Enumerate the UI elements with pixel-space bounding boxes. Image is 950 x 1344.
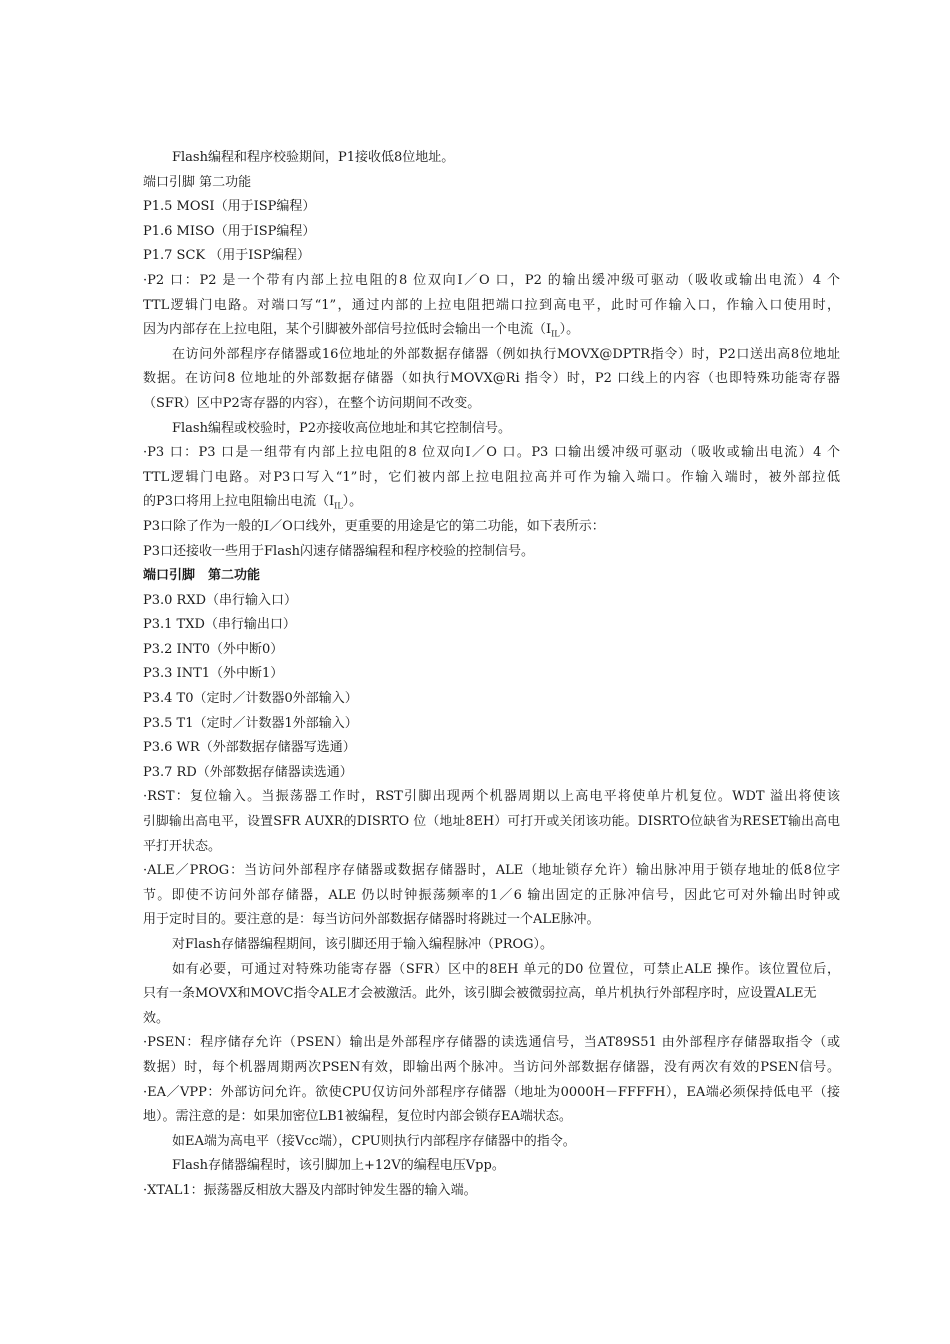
paragraph-line: 在访问外部程序存储器或16位地址的外部数据存储器（例如执行MOVX@DPTR指令）时，P2口送出高8位地址 xyxy=(172,346,840,362)
paragraph-text: 的P3口将用上拉电阻输出电流（I xyxy=(143,494,335,510)
paragraph-line: ·ALE／PROG：当访问外部程序存储器或数据存储器时，ALE（地址锁存允许）输出脉冲用于锁存地址的低8位字 xyxy=(143,863,840,879)
paragraph-line: ·XTAL1：振荡器反相放大器及内部时钟发生器的输入端。 xyxy=(143,1182,477,1198)
paragraph-line: 地）。需注意的是：如果加密位LB1被编程，复位时内部会锁存EA端状态。 xyxy=(143,1109,572,1125)
table-header: 端口引脚 第二功能 xyxy=(143,174,252,190)
pin-row: P3.3 INT1（外中断1） xyxy=(143,666,284,682)
paragraph-line: 效。 xyxy=(143,1010,170,1026)
pin-row: P3.5 T1（定时／计数器1外部输入） xyxy=(143,715,358,731)
paragraph-line: ·RST：复位输入。当振荡器工作时，RST引脚出现两个机器周期以上高电平将使单片机复位。WDT 溢出将使该 xyxy=(143,789,840,805)
paragraph-line: TTL逻辑门电路。对P3口写入“1”时，它们被内部上拉电阻拉高并可作为输入端口。作输入端时，被外部拉低 xyxy=(143,469,840,485)
paragraph-line: （SFR）区中P2寄存器的内容），在整个访问期间不改变。 xyxy=(143,395,481,411)
paragraph-text: 因为内部存在上拉电阻，某个引脚被外部信号拉低时会输出一个电流（I xyxy=(143,322,552,338)
paragraph-line: 数据。在访问8 位地址的外部数据存储器（如执行MOVX@Ri 指令）时，P2 口线上的内容（也即特殊功能寄存器 xyxy=(143,371,840,387)
paragraph-line: Flash编程或校验时，P2亦接收高位地址和其它控制信号。 xyxy=(172,420,511,436)
paragraph-line xyxy=(143,490,840,515)
document-body xyxy=(143,146,840,1204)
pin-row: P1.5 MOSI（用于ISP编程） xyxy=(143,199,316,215)
subscript: IL xyxy=(551,329,560,339)
paragraph-line: 只有一条MOVX和MOVC指令ALE才会被激活。此外，该引脚会被微弱拉高，单片机执行外部程序时，应设置ALE无 xyxy=(143,986,817,1002)
paragraph-line: Flash存储器编程时，该引脚加上+12V的编程电压Vpp。 xyxy=(172,1158,505,1174)
pin-row: P3.2 INT0（外中断0） xyxy=(143,641,284,657)
paragraph-text: ）。 xyxy=(559,322,580,338)
paragraph-line: ·P2 口：P2 是一个带有内部上拉电阻的8 位双向I／O 口，P2 的输出缓冲级可驱动（吸收或输出电流）4 个 xyxy=(143,272,840,288)
paragraph-line: 用于定时目的。要注意的是：每当访问外部数据存储器时将跳过一个ALE脉冲。 xyxy=(143,912,600,928)
paragraph-line: ·EA／VPP：外部访问允许。欲使CPU仅访问外部程序存储器（地址为0000H－FFFFH），EA端必须保持低电平（接 xyxy=(143,1084,840,1100)
paragraph-line: 如EA端为高电平（接Vcc端），CPU则执行内部程序存储器中的指令。 xyxy=(172,1133,576,1149)
pin-row: P1.6 MISO（用于ISP编程） xyxy=(143,223,316,239)
paragraph-line: ·P3 口：P3 口是一组带有内部上拉电阻的8 位双向I／O 口。P3 口输出缓冲级可驱动（吸收或输出电流）4 个 xyxy=(143,445,840,461)
pin-row: P1.7 SCK （用于ISP编程） xyxy=(143,248,311,264)
subscript: IL xyxy=(334,501,343,511)
pin-row: P3.7 RD（外部数据存储器读选通） xyxy=(143,764,353,780)
paragraph-line: ·PSEN：程序储存允许（PSEN）输出是外部程序存储器的读选通信号，当AT89S51 由外部程序存储器取指令（或 xyxy=(143,1035,840,1051)
paragraph-line: Flash编程和程序校验期间，P1接收低8位地址。 xyxy=(172,150,455,165)
paragraph-line: 节。即使不访问外部存储器，ALE 仍以时钟振荡频率的1／6 输出固定的正脉冲信号，因此它可对外输出时钟或 xyxy=(143,887,840,903)
pin-row: P3.4 T0（定时／计数器0外部输入） xyxy=(143,691,358,707)
paragraph-line: P3口还接收一些用于Flash闪速存储器编程和程序校验的控制信号。 xyxy=(143,543,534,559)
paragraph-line: TTL逻辑门电路。对端口写“1”，通过内部的上拉电阻把端口拉到高电平，此时可作输入口，作输入口使用时， xyxy=(143,297,840,313)
paragraph-line: P3口除了作为一般的I／O口线外，更重要的用途是它的第二功能，如下表所示： xyxy=(143,518,605,534)
paragraph-line: 数据）时，每个机器周期两次PSEN有效，即输出两个脉冲。当访问外部数据存储器，没有两次有效的PSEN信号。 xyxy=(143,1059,840,1075)
paragraph-line: 如有必要，可通过对特殊功能寄存器（SFR）区中的8EH 单元的D0 位置位，可禁止ALE 操作。该位置位后， xyxy=(172,961,840,977)
table-header: 端口引脚 第二功能 xyxy=(143,568,261,584)
paragraph-line: 对Flash存储器编程期间，该引脚还用于输入编程脉冲（PROG）。 xyxy=(172,937,554,952)
pin-row: P3.1 TXD（串行输出口） xyxy=(143,617,296,633)
pin-row: P3.0 RXD（串行输入口） xyxy=(143,592,298,608)
paragraph-line xyxy=(143,318,840,343)
paragraph-line: 引脚输出高电平，设置SFR AUXR的DISRTO 位（地址8EH）可打开或关闭该功能。DISRTO位缺省为RESET输出高电 xyxy=(143,814,840,830)
paragraph-line: 平打开状态。 xyxy=(143,838,222,854)
pin-row: P3.6 WR（外部数据存储器写选通） xyxy=(143,740,356,756)
paragraph-text: ）。 xyxy=(342,494,363,510)
